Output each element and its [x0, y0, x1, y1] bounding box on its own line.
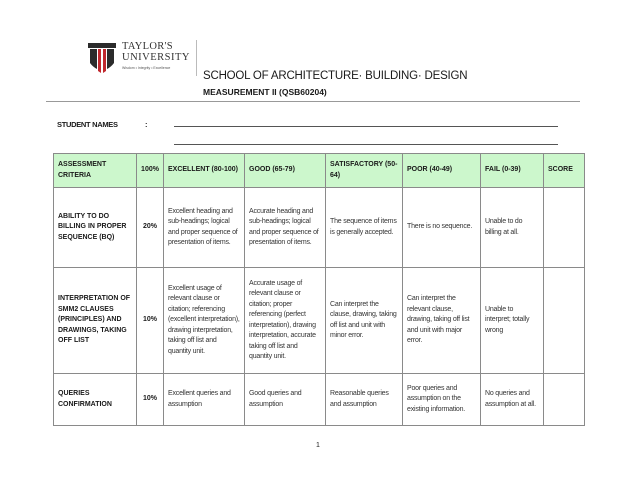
logo-name-line2: UNIVERSITY — [122, 52, 190, 63]
good-cell: Accurate usage of relevant clause or citation; proper referencing (perfect interpretation), drawing interpretation, accurate taking off list and quantity unit. — [245, 268, 326, 374]
poor-cell: Poor queries and assumption on the existing information. — [403, 374, 481, 426]
logo-name-line1: TAYLOR'S — [122, 41, 173, 52]
good-cell: Accurate heading and sub-headings; logical and proper sequence of presentation of items. — [245, 188, 326, 268]
table-row — [54, 268, 585, 374]
excellent-cell: Excellent heading and sub-headings; logical and proper sequence of presentation of items. — [164, 188, 245, 268]
fail-cell: Unable to interpret; totally wrong — [481, 268, 544, 374]
fail-cell: Unable to do billing at all. — [481, 188, 544, 268]
satisfactory-cell: The sequence of items is generally accepted. — [326, 188, 403, 268]
student-names-label: STUDENT NAMES — [57, 120, 118, 129]
column-header-criteria: ASSESSMENT CRITERIA — [54, 154, 137, 188]
column-header-poor: POOR (40-49) — [403, 154, 481, 188]
column-header-weight: 100% — [137, 154, 164, 188]
satisfactory-cell: Reasonable queries and assumption — [326, 374, 403, 426]
column-header-good: GOOD (65-79) — [245, 154, 326, 188]
weight-cell: 20% — [137, 188, 164, 268]
criteria-cell: INTERPRETATION OF SMM2 CLAUSES (PRINCIPLES) AND DRAWINGS, TAKING OFF LIST — [54, 268, 137, 374]
score-cell[interactable] — [544, 188, 585, 268]
logo-divider — [196, 40, 197, 76]
table-row — [54, 188, 585, 268]
header-divider — [46, 101, 580, 102]
table-row — [54, 374, 585, 426]
criteria-cell: ABILITY TO DO BILLING IN PROPER SEQUENCE (BQ) — [54, 188, 137, 268]
criteria-cell: QUERIES CONFIRMATION — [54, 374, 137, 426]
logo-tagline: Wisdom • Integrity • Excellence — [122, 66, 171, 70]
weight-cell: 10% — [137, 268, 164, 374]
satisfactory-cell: Can interpret the clause, drawing, taking off list and unit with minor error. — [326, 268, 403, 374]
excellent-cell: Excellent queries and assumption — [164, 374, 245, 426]
student-name-line-2[interactable] — [174, 144, 558, 145]
student-name-line-1[interactable] — [174, 126, 558, 127]
assessment-rubric-table — [53, 153, 585, 426]
column-header-excellent: EXCELLENT (80-100) — [164, 154, 245, 188]
course-title: MEASUREMENT II (QSB60204) — [203, 87, 327, 97]
excellent-cell: Excellent usage of relevant clause or citation; referencing (excellent interpretation), drawing interpretation, taking off list and quantity unit. — [164, 268, 245, 374]
poor-cell: There is no sequence. — [403, 188, 481, 268]
student-names-colon: : — [145, 120, 148, 129]
poor-cell: Can interpret the relevant clause, drawing, taking off list and unit with major error. — [403, 268, 481, 374]
good-cell: Good queries and assumption — [245, 374, 326, 426]
table-header-row — [54, 154, 585, 188]
university-logo — [88, 40, 198, 76]
university-crest-icon — [88, 43, 116, 75]
column-header-satisfactory: SATISFACTORY (50-64) — [326, 154, 403, 188]
score-cell[interactable] — [544, 374, 585, 426]
school-title: SCHOOL OF ARCHITECTURE· BUILDING· DESIGN — [203, 70, 468, 82]
page-number: 1 — [316, 442, 320, 449]
column-header-fail: FAIL (0-39) — [481, 154, 544, 188]
score-cell[interactable] — [544, 268, 585, 374]
fail-cell: No queries and assumption at all. — [481, 374, 544, 426]
weight-cell: 10% — [137, 374, 164, 426]
column-header-score: SCORE — [544, 154, 585, 188]
